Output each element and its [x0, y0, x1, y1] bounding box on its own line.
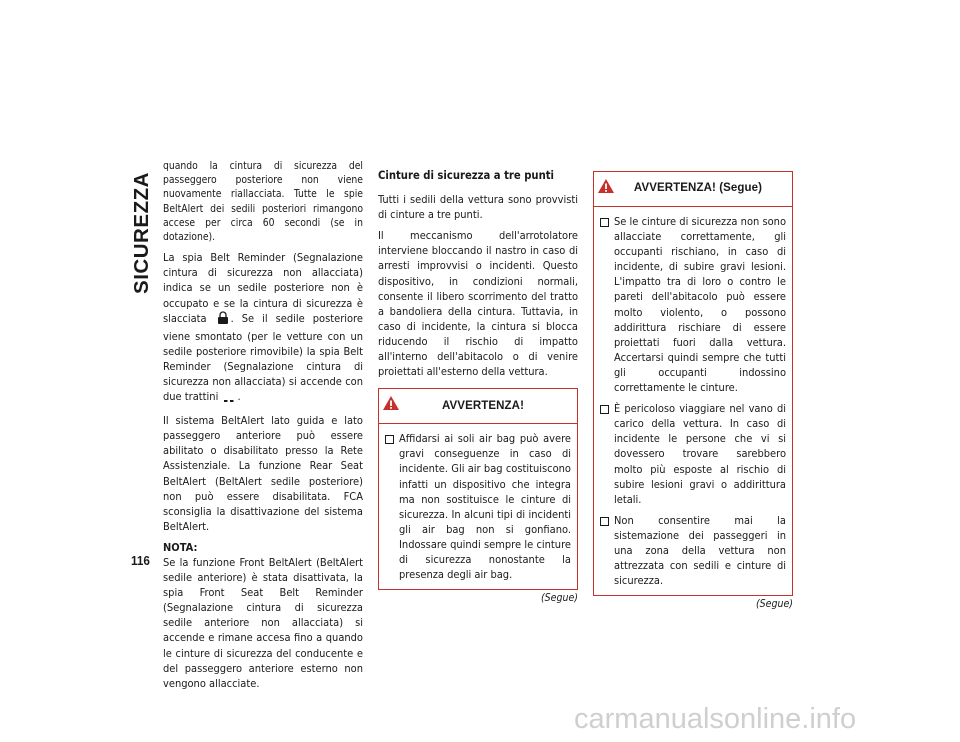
- warning-item: [385, 431, 571, 582]
- checkbox-bullet-icon: [600, 517, 609, 526]
- section-heading: Cinture di sicurezza a tre punti: [378, 169, 554, 182]
- page-number: 116: [131, 553, 150, 568]
- warning-triangle-icon: [597, 178, 615, 194]
- belt-reminder-text-3: .: [237, 390, 241, 404]
- checkbox-bullet-icon: [600, 218, 609, 227]
- paragraph-nota: Se la funzione Front BeltAlert (BeltAlert sedile anteriore) è stata disattivata, la spia Front Seat Belt Reminder (Segnalazione cintura di sicurezza sedile anteriore non allacciata) si accende e rimane accesa fino a quando le cinture di sicurezza del conducente e del passeggero anteriore esterno non vengono allacciate.: [163, 556, 363, 690]
- checkbox-bullet-icon: [385, 435, 394, 444]
- seatbelt-unlatched-icon: [217, 311, 229, 329]
- column-2: [378, 168, 578, 606]
- warning-body: [594, 207, 792, 595]
- warning-item: [600, 513, 786, 588]
- warning-body: [379, 424, 577, 589]
- paragraph-beltalert: Il sistema BeltAlert lato guida e lato passeggero anteriore può essere abilitato o disabilitato presso la Rete Assistenziale. La funzione Rear Seat BeltAlert (BeltAlert sedile posteriore) non può essere disabilitata. FCA sconsiglia la disattivazione del sistema BeltAlert.: [163, 414, 363, 533]
- warning-item-text: Se le cinture di sicurezza non sono allacciate correttamente, gli occupanti rischiano, in caso di incidente, di subire gravi lesioni. L'impatto tra di loro o contro le pareti dell'abitacolo può essere molto violento, o possono addirittura rischiare di essere proiettati fuori dalla vettura. Accertarsi quindi sempre che tutti gli occupanti indossino correttamente le cinture.: [614, 215, 786, 395]
- paragraph-continuation: quando la cintura di sicurezza del passeggero posteriore non viene nuovamente riallacciata. Tutte le spie BeltAlert dei sedili posteriori rimangono accese per circa 60 secondi (se in dotazione).: [163, 160, 363, 244]
- warning-title: AVVERTENZA! (Segue): [633, 182, 763, 195]
- paragraph-retractor: Il meccanismo dell'arrotolatore interviene bloccando il nastro in caso di arresti improvvisi o incidenti. Questo dispositivo, in condizioni normali, consente il libero scorrimento del tratto a bandoliera della cintura. Tuttavia, in caso di incidente, la cintura si blocca riducendo il rischio di impatto all'interno dell'abitacolo o di venire proiettati all'esterno della vettura.: [378, 229, 578, 379]
- warning-box-continued: [593, 171, 793, 596]
- warning-item: [600, 401, 786, 507]
- warning-item: [600, 214, 786, 395]
- warning-triangle-icon: [382, 395, 400, 411]
- continued-label: (Segue): [541, 592, 578, 605]
- warning-header: [379, 389, 577, 424]
- column-1: [163, 159, 363, 697]
- belt-reminder-text-2: . Se il sedile posteriore viene smontato (per le vetture con un sedile posteriore rimovibile) la spia Belt Reminder (Segnalazione cintura di sicurezza non allacciata) si accende con due trattini: [163, 311, 363, 404]
- warning-title: AVVERTENZA!: [441, 399, 525, 412]
- section-title-text: SICUREZZA: [131, 175, 153, 294]
- warning-item-text: Non consentire mai la sistemazione dei passeggeri in una zona della vettura non attrezzata con sedili e cinture di sicurezza.: [614, 513, 786, 588]
- continued-label: (Segue): [756, 598, 793, 611]
- warning-box: [378, 388, 578, 590]
- two-dashes-icon: [223, 392, 235, 407]
- nota-label: NOTA:: [163, 540, 198, 554]
- column-3: [593, 171, 793, 612]
- paragraph-belt-reminder: [163, 250, 363, 407]
- checkbox-bullet-icon: [600, 405, 609, 414]
- warning-item-text: È pericoloso viaggiare nel vano di carico della vettura. In caso di incidente le persone che vi si dovessero trovare sarebbero molto più esposte al rischio di subire lesioni gravi o addirittura letali.: [614, 402, 786, 506]
- watermark: carmanualsonline.info: [574, 703, 857, 735]
- warning-item-text: Affidarsi ai soli air bag può avere gravi conseguenze in caso di incidente. Gli air bag costituiscono infatti un dispositivo che integra ma non sostituisce le cinture di sicurezza. In alcuni tipi di incidenti gli air bag non si gonfiano. Indossare quindi sempre le cinture di sicurezza nonostante la presenza degli air bag.: [399, 432, 571, 582]
- belt-reminder-text-1: La spia Belt Reminder (Segnalazione cintura di sicurezza non allacciata) indica se un sedile posteriore non è occupato e se la cintura di sicurezza è slacciata: [163, 251, 363, 325]
- paragraph-three-point: Tutti i sedili della vettura sono provvisti di cinture a tre punti.: [378, 193, 578, 222]
- warning-header: [594, 172, 792, 207]
- section-title: [120, 172, 156, 572]
